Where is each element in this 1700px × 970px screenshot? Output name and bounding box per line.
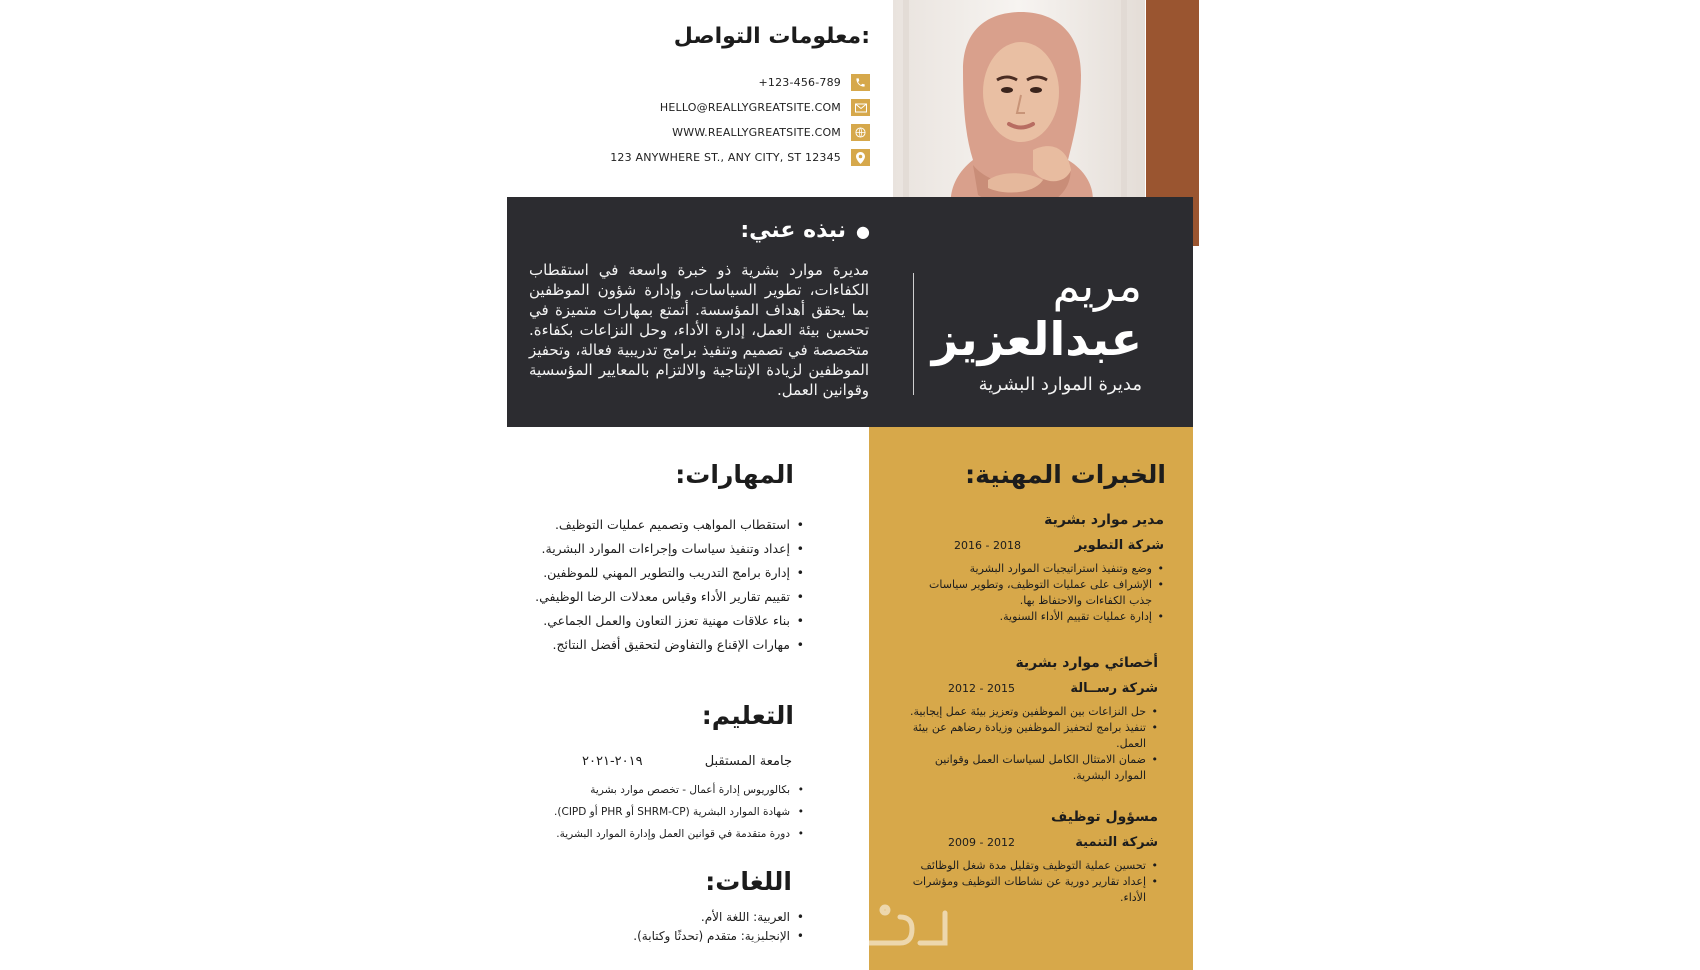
contact-list: [550, 70, 870, 170]
list-item: • دورة متقدمة في قوانين العمل وإدارة الموارد البشرية.: [474, 823, 804, 845]
experience-title: الخبرات المهنية:: [965, 460, 1166, 489]
education-list: [474, 779, 804, 845]
job-bullets: [858, 704, 1158, 784]
list-item: • تنفيذ برامج لتحفيز الموظفين وزيادة رضاهم عن بيئة العمل.: [908, 720, 1158, 752]
location-pin-icon: [851, 149, 870, 166]
job-entry-3: [858, 809, 1158, 906]
job-entry-2: [858, 655, 1158, 784]
job-company: شركة التطوير: [1074, 538, 1164, 553]
list-item: • مهارات الإقناع والتفاوض لتحقيق أفضل النتائج.: [474, 633, 804, 657]
list-item: • إدارة برامج التدريب والتطوير المهني للموظفين.: [474, 561, 804, 585]
about-title-text: نبذه عني:: [740, 218, 847, 243]
list-item: • إعداد وتنفيذ سياسات وإجراءات الموارد البشرية.: [474, 537, 804, 561]
job-years: 2009 - 2012: [948, 836, 1015, 849]
contact-row-website: [550, 120, 870, 145]
job-role: مدير موارد بشرية: [1044, 512, 1164, 528]
contact-row-phone: [550, 70, 870, 95]
education-header: [582, 754, 792, 769]
job-entry-1: [864, 512, 1164, 625]
job-company: شركة التنمية: [1075, 835, 1158, 850]
name-block: [914, 262, 1142, 395]
job-years: 2016 - 2018: [954, 539, 1021, 552]
contact-row-address: [550, 145, 870, 170]
list-item: • إعداد تقارير دورية عن نشاطات التوظيف ومؤشرات الأداء.: [908, 874, 1158, 906]
list-item: • وضع وتنفيذ استراتيجيات الموارد البشرية: [914, 561, 1164, 577]
job-meta: [948, 835, 1158, 850]
about-title: [550, 218, 870, 243]
job-bullets: [858, 858, 1158, 906]
globe-icon: [851, 124, 870, 141]
education-title: التعليم:: [701, 701, 794, 730]
list-item: • إدارة عمليات تقييم الأداء السنوية.: [914, 609, 1164, 625]
education-school: جامعة المستقبل: [704, 754, 792, 769]
list-item: • تحسين عملية التوظيف وتقليل مدة شغل الوظائف: [908, 858, 1158, 874]
list-item: • حل النزاعات بين الموظفين وتعزيز بيئة عمل إيجابية.: [908, 704, 1158, 720]
last-name: عبدالعزيز: [931, 312, 1142, 366]
languages-list: [474, 908, 804, 946]
job-meta: [954, 538, 1164, 553]
job-company: شركة رســالة: [1070, 681, 1158, 696]
contact-email[interactable]: HELLO@REALLYGREATSITE.COM: [659, 101, 841, 114]
list-item: • الإشراف على عمليات التوظيف، وتطوير سياسات جذب الكفاءات والاحتفاظ بها.: [914, 577, 1164, 609]
job-years: 2012 - 2015: [948, 682, 1015, 695]
languages-title: اللغات:: [705, 867, 792, 896]
list-item: • العربية: اللغة الأم.: [474, 908, 804, 927]
list-item: • بناء علاقات مهنية تعزز التعاون والعمل الجماعي.: [474, 609, 804, 633]
list-item: • بكالوريوس إدارة أعمال - تخصص موارد بشرية: [474, 779, 804, 801]
contact-address: 123 ANYWHERE ST., ANY CITY, ST 12345: [610, 151, 841, 164]
vertical-divider: [913, 273, 914, 395]
list-item: • شهادة الموارد البشرية (SHRM-CP أو PHR أو CIPD).: [474, 801, 804, 823]
phone-icon: [851, 74, 870, 91]
job-role: مسؤول توظيف: [1050, 809, 1158, 825]
list-item: • استقطاب المواهب وتصميم عمليات التوظيف.: [474, 513, 804, 537]
education-years: ٢٠١٩-٢٠٢١: [582, 754, 643, 769]
contact-phone[interactable]: +123-456-789: [758, 76, 841, 89]
skills-list: [474, 513, 804, 657]
first-name: مريم: [1052, 261, 1142, 312]
job-title: مديرة الموارد البشرية: [978, 374, 1142, 395]
list-item: • ضمان الامتثال الكامل لسياسات العمل وقوانين الموارد البشرية.: [908, 752, 1158, 784]
contact-title: معلومات التواصل:: [673, 24, 870, 49]
mail-icon: [851, 99, 870, 116]
job-bullets: [864, 561, 1164, 625]
bullet-icon: ●: [856, 222, 870, 241]
list-item: • تقييم تقارير الأداء وقياس معدلات الرضا الوظيفي.: [474, 585, 804, 609]
job-role: أخصائي موارد بشرية: [1015, 655, 1158, 671]
contact-row-email: [550, 95, 870, 120]
about-text: مديرة موارد بشرية ذو خبرة واسعة في استقطاب الكفاءات، تطوير السياسات، وإدارة شؤون الموظفين بما يحقق أهداف المؤسسة. أتمتع بمهارات متميزة في تحسين بيئة العمل، إدارة الأداء، وحل النزاعات بكفاءة. متخصصة في تصميم وتنفيذ برامج تدريبية فعالة، وتحفيز الموظفين لزيادة الإنتاجية والالتزام بالمعايير المؤسسية وقوانين العمل.: [529, 261, 869, 399]
contact-website[interactable]: WWW.REALLYGREATSITE.COM: [672, 126, 841, 139]
list-item: • الإنجليزية: متقدم (تحدثًا وكتابة).: [474, 927, 804, 946]
job-meta: [948, 681, 1158, 696]
skills-title: المهارات:: [675, 460, 794, 489]
